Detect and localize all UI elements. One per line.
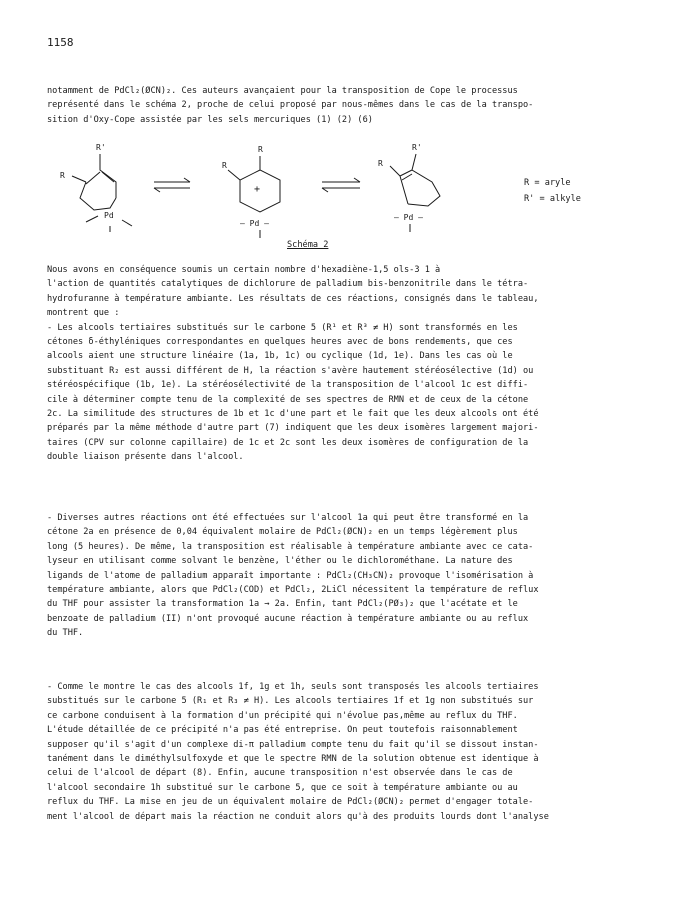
structure-middle [222,145,280,238]
label-pd: Pd [104,211,114,220]
body-paragraph-2: - Diverses autres réactions ont été effectuées sur l'alcool 1a qui peut être transformé en la cétone 2a en présence de 0,04 équivalent molaire de PdCl₂(ØCN)₂ en un temps légèrement plus long (5 heures). De même, la transposition est réalisable à température ambiante avec ce cata- lyseur en utilisant comme solvant le benzène, l'éther ou le dichlorométhane. La nature des ligands de l'atome de palladium apparaît importante : PdCl₂(CH₃CN)₂ provoque l'isomérisation à température ambiante, alors que PdCl₂(COD) et PdCl₂, 2LiCl nécessitent la température de reflux du THF pour assister la transformation 1a → 2a. Enfin, tant PdCl₂(PØ₃)₂ que l'acétate et le benzoate de palladium (II) n'ont provoqué aucune réaction à température ambiante ou au reflux du THF. [47,513,539,639]
label-r-2: R [378,159,383,168]
label-r-top: R [258,145,263,154]
equilibrium-arrow-2 [322,178,360,192]
body-paragraph-1: Nous avons en conséquence soumis un certain nombre d'hexadiène-1,5 ols-3 1 à l'action de quantités catalytiques de dichlorure de palladium bis-benzonitrile dans le tétra- hydrofuranne à température ambiante. Les résultats de ces réactions, consignés dans le tableau, montrent que : - Les alcools tertiaires substitués sur le carbone 5 (R¹ et R³ ≠ H) sont transformés en les cétones δ-éthyléniques correspondantes en quelques heures avec de bons rendements, que ces alcools aient une structure linéaire (1a, 1b, 1c) ou cyclique (1d, 1e). Dans les cas où le substituant R₂ est aussi différent de H, la réaction s'avère hautement stéréosélective (1d) ou stéréospécifique (1b, 1e). La stéréosélectivité de la transposition de l'alcool 1c est diffi- cile à déterminer compte tenu de la complexité de ses spectres de RMN et de ceux de la cétone 2c. La similitude des structures de 1b et 1c d'une part et le fait que les deux alcools ont été préparés par la même méthode d'autre part (7) indiquent que les deux isomères largement majori- taires (CPV sur colonne capillaire) de 1c et 2c sont les deux isomères de configuration de la double liaison présente dans l'alcool. [47,265,539,463]
equilibrium-arrow-1 [154,178,190,192]
legend-r-aryl: R = aryle [524,178,571,188]
label-r: R [60,171,65,180]
cation-plus-sign: + [254,184,261,195]
legend-r-prime-alkyl: R' = alkyle [524,194,581,204]
scheme-caption: Schéma 2 [287,240,329,250]
structure-left [60,143,132,232]
label-r-prime: R' [96,143,106,152]
intro-paragraph: notamment de PdCl₂(ØCN)₂. Ces auteurs avançaient pour la transposition de Cope le processus représenté dans le schéma 2, proche de celui proposé par nous-mêmes dans le cas de la transpo- sition d'Oxy-Cope assistée par les sels mercuriques (1) (2) (6) [47,86,534,125]
body-paragraph-3: - Comme le montre le cas des alcools 1f, 1g et 1h, seuls sont transposés les alcools tertiaires substitués sur le carbone 5 (R₁ et R₃ ≠ H). Les alcools tertiaires 1f et 1g non substitués sur ce carbone conduisent à la formation d'un précipité qui n'évolue pas,même au reflux du THF. L'étude détaillée de ce précipité n'a pas été entreprise. On peut toutefois raisonnablement supposer qu'il s'agit d'un complexe di-π palladium compte tenu du fait qu'il se dissout instan- tanément dans le diméthylsulfoxyde et que le spectre RMN de la solution obtenue est identique à celui de l'alcool de départ (8). Enfin, aucune transposition n'est observée dans le cas de l'alcool secondaire 1h substitué sur le carbone 5, que ce soit à température ambiante ou au reflux du THF. La mise en jeu de un équivalent molaire de PdCl₂(ØCN)₂ permet d'engager totale- ment l'alcool de départ mais la réaction ne conduit alors qu'à des produits lourds dont l'analyse [47,682,549,822]
label-r-left: R [222,161,227,170]
label-pd-bridge: – Pd – [240,219,269,228]
page-number: 1158 [47,36,74,49]
structure-right [378,143,440,232]
label-r-prime-2: R' [412,143,422,152]
label-pd-bridge-2: – Pd – [394,213,423,222]
